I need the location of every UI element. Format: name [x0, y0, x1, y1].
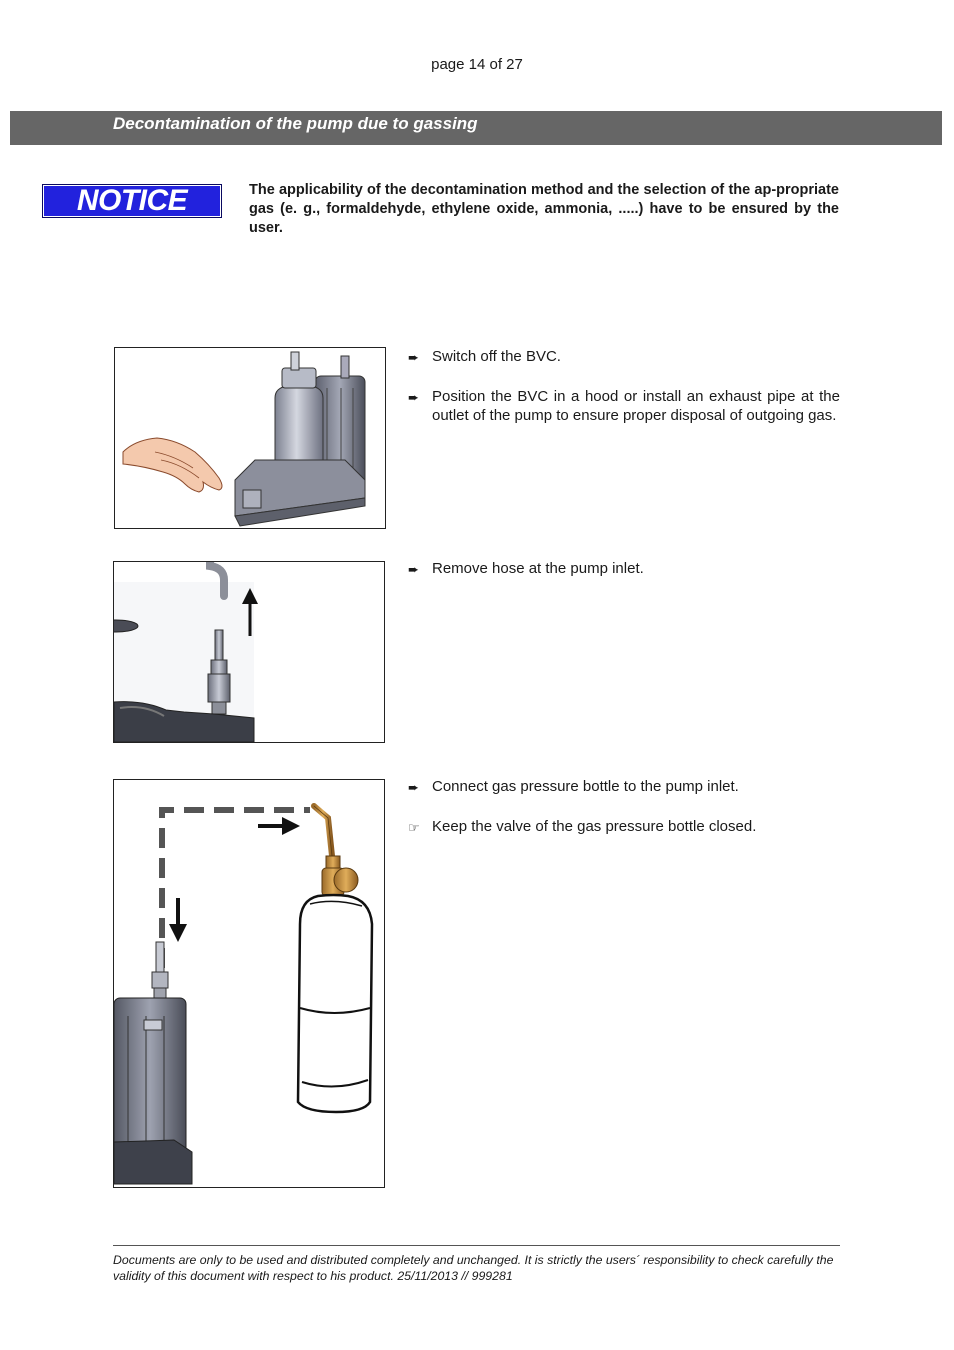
step-text: Remove hose at the pump inlet. — [432, 560, 644, 577]
pump-switch-illustration — [115, 348, 385, 528]
step-group-1 — [408, 347, 840, 445]
remove-hose-illustration — [114, 562, 384, 742]
arrow-right-icon: ➨ — [408, 350, 419, 365]
notice-label: NOTICE — [76, 184, 188, 217]
page-number: page 14 of 27 — [431, 56, 523, 73]
footer-disclaimer: Documents are only to be used and distributed completely and unchanged. It is strictly the users´ responsibility to check carefully the validity of this document with respect to his product. 25/11/2013 // 999281 — [113, 1253, 834, 1283]
step-item — [408, 817, 840, 837]
figure-remove-hose — [113, 561, 385, 743]
notice-badge — [42, 184, 222, 218]
section-header-bar — [10, 111, 942, 145]
step-item — [408, 347, 840, 367]
step-item — [408, 387, 840, 425]
step-item — [408, 559, 840, 579]
section-title: Decontamination of the pump due to gassing — [113, 114, 478, 133]
pointing-hand-icon: ☞ — [408, 820, 420, 835]
step-item — [408, 777, 840, 797]
footer-divider — [113, 1245, 840, 1246]
figure-connect-gas-bottle — [113, 779, 385, 1188]
step-group-3 — [408, 777, 840, 857]
step-group-2 — [408, 559, 840, 599]
gas-bottle-illustration — [114, 780, 384, 1187]
notice-text: The applicability of the decontamination method and the selection of the ap-propriate gas (e. g., formaldehyde, ethylene oxide, ammonia, .....) have to be ensured by the user. — [249, 182, 839, 236]
arrow-right-icon: ➨ — [408, 562, 419, 577]
figure-switch-off-pump — [114, 347, 386, 529]
step-text: Position the BVC in a hood or install an exhaust pipe at the outlet of the pump to ensure proper disposal of outgoing gas. — [432, 388, 840, 424]
arrow-right-icon: ➨ — [408, 780, 419, 795]
step-text: Switch off the BVC. — [432, 348, 561, 365]
step-text: Keep the valve of the gas pressure bottle closed. — [432, 818, 757, 835]
step-text: Connect gas pressure bottle to the pump inlet. — [432, 778, 739, 795]
arrow-right-icon: ➨ — [408, 390, 419, 405]
